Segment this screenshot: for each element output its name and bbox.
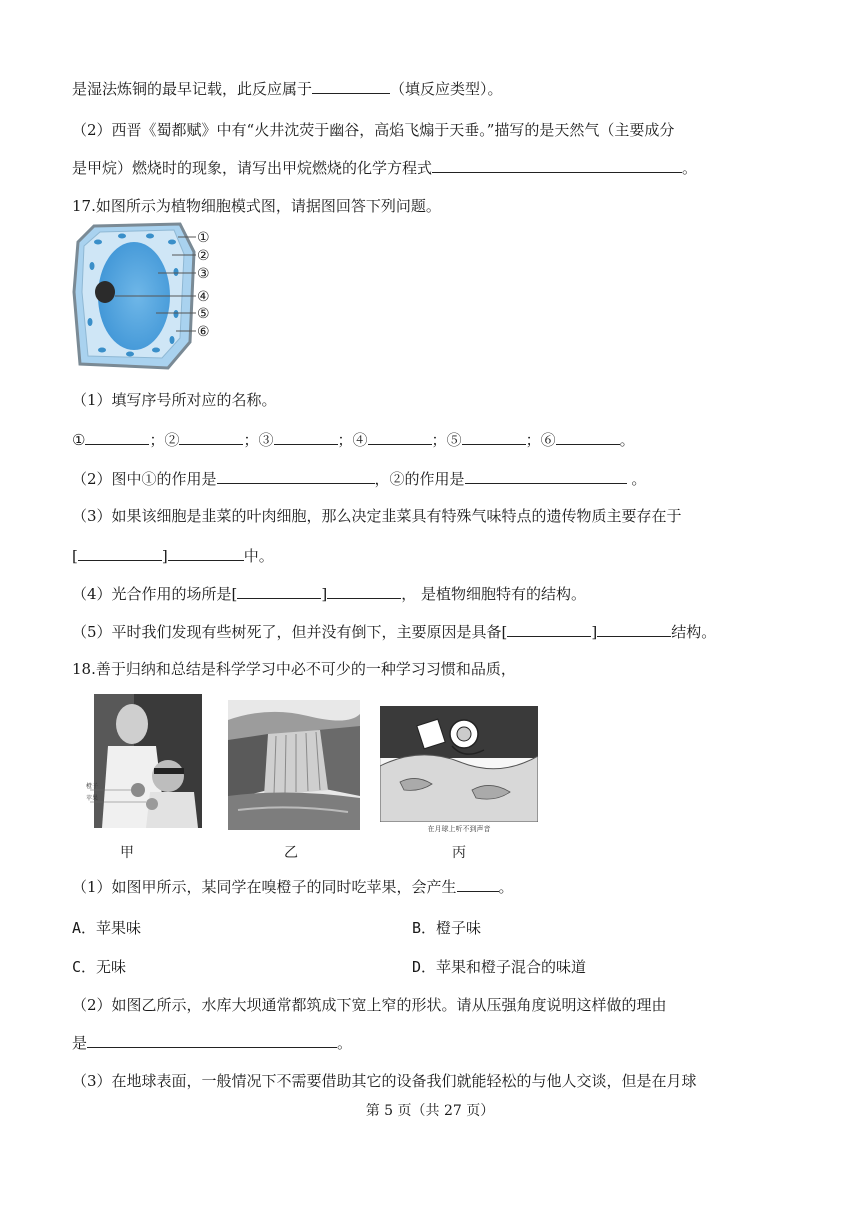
question-17-3: （3）如果该细胞是韭菜的叶肉细胞，那么决定韭菜具有特殊气味特点的遗传物质主要存在于	[72, 507, 682, 525]
option-c[interactable]: C．无味	[72, 958, 127, 976]
cell-label-6: ⑥	[197, 324, 210, 340]
answer-blank[interactable]	[312, 78, 390, 94]
figure-jia-photo	[86, 694, 204, 830]
line-methane-equation: 是甲烷）燃烧时的现象，请写出甲烷燃烧的化学方程式 。	[72, 159, 698, 177]
cell-label-2: ②	[197, 248, 210, 264]
answer-blank[interactable]	[597, 621, 671, 637]
option-b[interactable]: B．橙子味	[412, 919, 482, 937]
answer-blank[interactable]	[217, 468, 375, 484]
answer-blank-5[interactable]	[462, 429, 526, 445]
line-reaction-type: 是湿法炼铜的最早记载，此反应属于 （填反应类型）。	[72, 80, 503, 98]
answer-blank-6[interactable]	[556, 429, 620, 445]
cell-label-1: ①	[197, 230, 210, 246]
answer-blank-1[interactable]	[85, 429, 149, 445]
question-18-3: （3）在地球表面，一般情况下不需要借助其它的设备我们就能轻松的与他人交谈，但是在月球	[72, 1072, 697, 1090]
answer-blank[interactable]	[457, 876, 499, 892]
answer-blank[interactable]	[87, 1032, 337, 1048]
question-17-3-answer: [ ] 中。	[72, 547, 274, 565]
nucleus	[95, 281, 115, 303]
answer-blank[interactable]	[432, 157, 682, 173]
answer-blank[interactable]	[327, 583, 401, 599]
figure-bing-caption: 丙	[452, 845, 466, 861]
question-17-1: （1）填写序号所对应的名称。	[72, 391, 277, 409]
cell-label-3: ③	[197, 266, 210, 282]
figure-jia-caption: 甲	[120, 845, 134, 861]
page-footer: 第 5 页（共 27 页）	[365, 1103, 495, 1119]
answer-blank[interactable]	[465, 468, 627, 484]
line-q2-text: （2）西晋《蜀都赋》中有“火井沈荧于幽谷，高焰飞煽于天垂。”描写的是天然气（主要成分	[72, 121, 675, 139]
answer-blank-2[interactable]	[179, 429, 243, 445]
question-18-2-answer: 是 。	[72, 1034, 353, 1052]
figure-yi-dam-photo	[228, 700, 360, 830]
answer-blank-4[interactable]	[368, 429, 432, 445]
plant-cell-diagram	[72, 222, 222, 372]
question-18-title: 18.善于归纳和总结是科学学习中必不可少的一种学习习惯和品质，	[72, 660, 516, 678]
question-17-5: （5）平时我们发现有些树死了，但并没有倒下，主要原因是具备[ ] 结构。	[72, 623, 717, 641]
answer-blank[interactable]	[168, 545, 244, 561]
answer-blank[interactable]	[78, 545, 162, 561]
option-a[interactable]: A．苹果味	[72, 919, 142, 937]
cell-label-4: ④	[197, 289, 210, 305]
cell-label-5: ⑤	[197, 306, 210, 322]
question-17-4: （4）光合作用的场所是[ ] ， 是植物细胞特有的结构。	[72, 585, 587, 603]
figure-jia-tag-orange: 橙子	[86, 783, 99, 790]
figure-jia-tag-apple: 苹果	[86, 795, 99, 802]
question-17-2: （2）图中①的作用是 ，②的作用是 。	[72, 470, 647, 488]
cell-name-blanks: ① ；② ；③ ；④ ；⑤ ；⑥ 。	[72, 431, 635, 449]
question-18-1: （1）如图甲所示，某同学在嗅橙子的同时吃苹果，会产生 。	[72, 878, 514, 896]
question-17-title: 17.如图所示为植物细胞模式图，请据图回答下列问题。	[72, 197, 441, 215]
figure-bing-moon-cartoon	[380, 706, 538, 834]
option-d[interactable]: D．苹果和橙子混合的味道	[412, 958, 587, 976]
answer-blank[interactable]	[507, 621, 591, 637]
answer-blank-3[interactable]	[274, 429, 338, 445]
question-18-2: （2）如图乙所示，水库大坝通常都筑成下宽上窄的形状。请从压强角度说明这样做的理由	[72, 996, 667, 1014]
figure-yi-caption: 乙	[284, 845, 298, 861]
answer-blank[interactable]	[237, 583, 321, 599]
figure-bing-inner-caption: 在月球上听不到声音	[427, 825, 491, 833]
